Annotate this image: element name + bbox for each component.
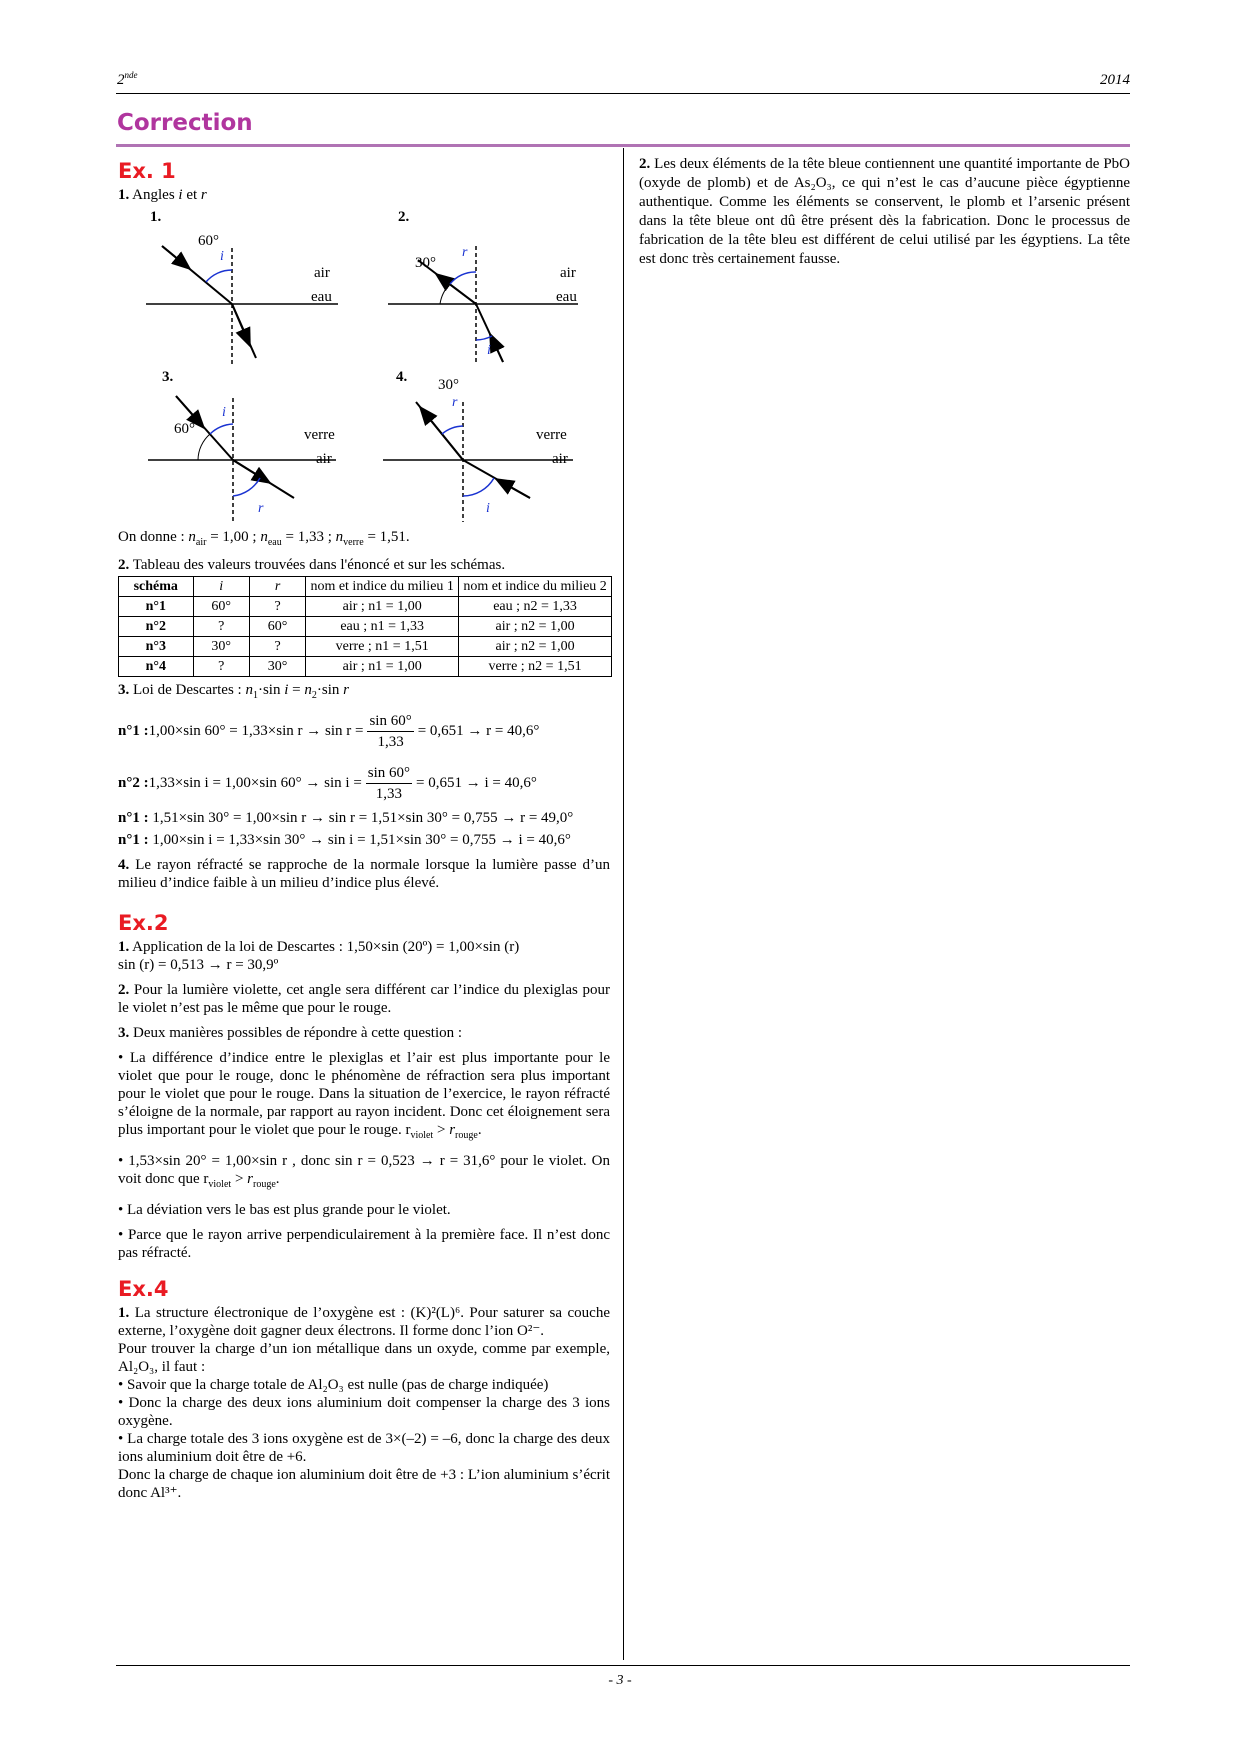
table-cell: verre ; n2 = 1,51 xyxy=(459,657,612,677)
left-column xyxy=(118,158,610,1502)
diagram-3-angle: 60° xyxy=(174,421,195,437)
diagram-3-air: air xyxy=(316,451,332,467)
table-row xyxy=(119,617,612,637)
table-cell: air ; n2 = 1,00 xyxy=(459,637,612,657)
fraction: $\frac{\sin 60^\circ}{1,33}$ xyxy=(369,712,412,750)
table-header: schéma xyxy=(119,577,194,597)
diagram-1-air: air xyxy=(314,265,330,281)
equation-1: n°1 : 1,00×sin 60° = 1,33×sin r → sin r = $\frac{\sin 60^\circ}{1,33}$ = 0,651 → r = 40,6° xyxy=(118,712,540,750)
ex2-q1: 1. Application de la loi de Descartes : 1,50×sin (20º) = 1,00×sin (r) xyxy=(118,939,520,955)
ex4-q1: 1. La structure électronique de l’oxygène est : (K)²(L)⁶. Pour saturer sa couche externe, l’oxygène doit gagner deux électrons. Il forme donc l’ion O²⁻. xyxy=(118,1305,610,1339)
header-level: 2nde xyxy=(117,70,138,88)
ex1-q1: 1. Angles i et r xyxy=(118,187,207,203)
table-cell: air ; n1 = 1,00 xyxy=(306,597,459,617)
title-rule xyxy=(116,144,1130,147)
table-cell: air ; n1 = 1,00 xyxy=(306,657,459,677)
diagram-4-number: 4. xyxy=(396,369,408,385)
diagram-2-air: air xyxy=(560,265,576,281)
ex1-donne: On donne : $n_{air} = 1,00$ ; $n_{eau} = 1,33$ ; $n_{verre} = 1,51$. xyxy=(118,529,410,548)
table-cell: ? xyxy=(193,657,249,677)
footer-rule xyxy=(116,1665,1130,1666)
table-row xyxy=(119,597,612,617)
right-column xyxy=(639,155,1130,269)
ex1-q3: 3. Loi de Descartes : $n_1\cdot\sin$ $i = n_2\cdot\sin$ r xyxy=(118,682,349,701)
diagram-3-i: i xyxy=(222,405,226,420)
diagram-4-i: i xyxy=(486,501,490,516)
ex4-line-5: • La charge totale des 3 ions oxygène est de 3×(–2) = –6, donc la charge des deux ions aluminium doit être de +6. xyxy=(118,1431,610,1465)
table-cell: eau ; n1 = 1,33 xyxy=(306,617,459,637)
diagram-2-i: i xyxy=(487,343,491,358)
diagram-2-r: r xyxy=(462,245,468,260)
diagram-2-angle: 30° xyxy=(415,255,436,271)
tete-bleue-answer: 2. Les deux éléments de la tête bleue contiennent une quantité importante de PbO (oxyde de plomb) et de As₂O₃, ce qui n’est le cas d’aucune pièce égyptienne authentique. Comme les éléments se conservent, le plomb et l’arsenic présent dans la tête bleue ont dû être présent dès la fabrication. Donc le processus de fabrication de la tête bleu est différent de celui utilisé par les égyptiens. La tête est donc très certainement fausse. xyxy=(639,156,1130,267)
diagram-1-angle: 60° xyxy=(198,233,219,249)
table-cell: n°3 xyxy=(119,637,194,657)
page-number: - 3 - xyxy=(608,1673,632,1688)
table-header: nom et indice du milieu 1 xyxy=(306,577,459,597)
equation-2: n°2 : 1,33×sin i = 1,00×sin 60° → sin i = $\frac{\sin 60^\circ}{1,33}$ = 0,651 → i = 40,6° xyxy=(118,764,537,802)
ex2-heading: Ex.2 xyxy=(118,911,169,935)
diagram-4-air: air xyxy=(552,451,568,467)
ex4-heading: Ex.4 xyxy=(118,1277,169,1301)
table-cell: 30° xyxy=(193,637,249,657)
ex1-heading: Ex. 1 xyxy=(118,159,176,183)
diagram-3-verre: verre xyxy=(304,427,335,443)
diagram-3-number: 3. xyxy=(162,369,174,385)
table-cell: air ; n2 = 1,00 xyxy=(459,617,612,637)
table-header: r xyxy=(249,577,305,597)
ex4-line-6: Donc la charge de chaque ion aluminium doit être de +3 : L’ion aluminium s’écrit donc Al³⁺. xyxy=(118,1467,610,1501)
fraction: $\frac{\sin 60^\circ}{1,33}$ xyxy=(367,764,411,802)
ex2-q1-result: sin (r) = 0,513 → r = 30,9º xyxy=(118,957,279,973)
diagram-1 xyxy=(146,246,338,364)
ex1-q4: 4. Le rayon réfracté se rapproche de la normale lorsque la lumière passe d’un milieu d’indice faible à un milieu d’indice plus élevé. xyxy=(118,857,610,891)
page-title: Correction xyxy=(117,110,253,136)
ex2-q2: 2. Pour la lumière violette, cet angle sera différent car l’indice du plexiglas pour le violet n’est pas le même que pour le rouge. xyxy=(118,982,610,1016)
column-divider xyxy=(623,148,624,1660)
diagram-2-number: 2. xyxy=(398,209,410,225)
table-cell: ? xyxy=(193,617,249,637)
diagram-1-eau: eau xyxy=(311,289,332,305)
ex2-bullet-1: • La différence d’indice entre le plexiglas et l’air est plus importante pour le violet que pour le rouge, donc le phénomène de réfraction sera plus important pour le violet que pour le rouge. Dans la situation de l’exercice, le rayon réfracté s’éloigne de la normale, par rapport au rayon incident. Donc cet éloignement sera plus important pour le violet que pour le rouge. $r_{violet} > r_{rouge}$. xyxy=(118,1050,610,1141)
equation-4: n°1 : 1,00×sin i = 1,33×sin 30° → sin i = 1,51×sin 30° = 0,755 → i = 40,6° xyxy=(118,832,571,848)
ex2-q3: 3. Deux manières possibles de répondre à cette question : xyxy=(118,1025,463,1041)
table-header: nom et indice du milieu 2 xyxy=(459,577,612,597)
table-cell: ? xyxy=(249,637,305,657)
diagram-4-verre: verre xyxy=(536,427,567,443)
refraction-diagrams-svg xyxy=(118,206,610,524)
table-cell: n°4 xyxy=(119,657,194,677)
values-table xyxy=(118,576,612,677)
equation-3: n°1 : 1,51×sin 30° = 1,00×sin r → sin r = 1,51×sin 30° = 0,755 → r = 49,0° xyxy=(118,810,574,826)
ex4-line-4: • Donc la charge des deux ions aluminium doit compenser la charge des 3 ions oxygène. xyxy=(118,1395,610,1429)
table-header: i xyxy=(193,577,249,597)
diagram-3-r: r xyxy=(258,501,264,516)
table-cell: verre ; n1 = 1,51 xyxy=(306,637,459,657)
ex4-line-3: • Savoir que la charge totale de Al₂O₃ est nulle (pas de charge indiquée) xyxy=(118,1377,549,1393)
ex2-bullet-2: • 1,53×sin 20° = 1,00×sin r , donc sin r = 0,523 → r = 31,6° pour le violet. On voit donc que $r_{violet} > r_{rouge}$. xyxy=(118,1153,610,1190)
ex2-bullet-3: • La déviation vers le bas est plus grande pour le violet. xyxy=(118,1202,451,1218)
header-rule xyxy=(116,93,1130,94)
table-cell: eau ; n2 = 1,33 xyxy=(459,597,612,617)
diagram-2-eau: eau xyxy=(556,289,577,305)
diagram-1-number: 1. xyxy=(150,209,162,225)
ex1-q2: 2. Tableau des valeurs trouvées dans l'énoncé et sur les schémas. xyxy=(118,557,506,573)
diagram-3 xyxy=(148,396,336,522)
diagram-4-r: r xyxy=(452,395,458,410)
diagram-1-i: i xyxy=(220,249,224,264)
ex4-line-2: Pour trouver la charge d’un ion métallique dans un oxyde, comme par exemple, Al₂O₃, il faut : xyxy=(118,1341,610,1375)
table-row xyxy=(119,657,612,677)
diagram-4-angle: 30° xyxy=(438,377,459,393)
table-header-row xyxy=(119,577,612,597)
table-cell: 30° xyxy=(249,657,305,677)
refraction-diagrams xyxy=(118,206,610,524)
diagram-4 xyxy=(383,402,573,522)
table-cell: ? xyxy=(249,597,305,617)
table-cell: 60° xyxy=(193,597,249,617)
table-cell: 60° xyxy=(249,617,305,637)
table-cell: n°2 xyxy=(119,617,194,637)
table-row xyxy=(119,637,612,657)
table-cell: n°1 xyxy=(119,597,194,617)
header-year: 2014 xyxy=(1100,72,1130,88)
ex2-bullet-4: • Parce que le rayon arrive perpendiculairement à la première face. Il n’est donc pas réfracté. xyxy=(118,1227,610,1261)
